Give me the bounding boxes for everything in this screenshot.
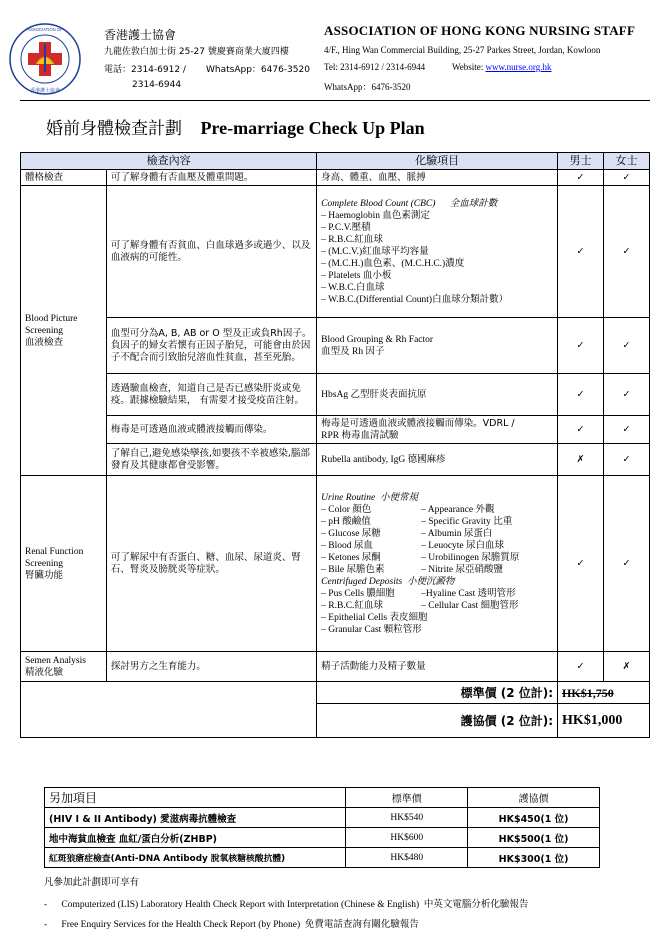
check-icon: ✓: [558, 416, 604, 444]
renal-cat-en1: Renal Function: [25, 546, 84, 557]
deposit-item: – R.B.C.紅血球: [321, 600, 383, 611]
cbc-tests: [317, 186, 558, 318]
urine-title-zh: 小便常規: [380, 491, 419, 503]
check-icon: ✓: [558, 476, 604, 652]
extra-items-table: [44, 787, 600, 868]
org-name-en: ASSOCIATION OF HONG KONG NURSING STAFF: [324, 23, 636, 38]
table-row: [45, 808, 600, 828]
association-logo: [8, 22, 82, 96]
standard-price-label: 標準價 (2 位計):: [317, 682, 558, 704]
svg-text:香港護士協會: 香港護士協會: [29, 88, 61, 94]
check-icon: ✓: [604, 416, 650, 444]
extra-item-name: (HIV I & II Antibody) 愛滋病毒抗體檢查: [45, 808, 346, 828]
promo-price-label: 護協價 (2 位計):: [317, 704, 558, 738]
check-icon: ✓: [604, 318, 650, 374]
whatsapp-en: WhatsApp：6476-3520: [324, 82, 411, 92]
physical-category: 體格檢查: [21, 170, 107, 186]
table-row: [45, 828, 600, 848]
table-row: [21, 186, 650, 318]
vdrl-test2: RPR 梅毒血清試驗: [321, 430, 399, 441]
urine-item: – Nitrite 尿亞硝酸鹽: [421, 564, 503, 575]
physical-tests: 身高、體重、血壓、脈搏: [317, 170, 558, 186]
header-male: 男士: [558, 153, 604, 170]
extra-promo-col: 護協價: [468, 788, 600, 808]
semen-cat-zh: 精液化驗: [25, 666, 64, 678]
header-content: 檢查內容: [21, 153, 317, 170]
extra-title: 另加項目: [45, 788, 346, 808]
table-header: [21, 153, 650, 170]
blood-cat-zh: 血液檢查: [25, 336, 64, 348]
svg-text:ASSOCIATION OF: ASSOCIATION OF: [27, 27, 63, 32]
title-en: Pre-marriage Check Up Plan: [200, 118, 425, 138]
vdrl-desc: 梅毒是可透過血液或體液接觸而傳染。: [106, 416, 316, 444]
cbc-item: – R.B.C.紅血球: [321, 234, 383, 245]
website-link[interactable]: www.nurse.org.hk: [485, 62, 552, 72]
semen-desc: 探討男方之生育能力。: [106, 652, 316, 682]
urine-item: – pH 酸鹼值: [321, 516, 371, 527]
contact-en: [324, 62, 551, 72]
extra-item-std: HK$600: [346, 828, 468, 848]
whatsapp-zh: WhatsApp：6476-3520: [205, 65, 310, 75]
extra-item-name: 紅斑狼瘡症檢查(Anti-DNA Antibody 脫氧核糖核酸抗體): [45, 848, 346, 868]
extra-item-name: 地中海貧血檢查 血紅/蛋白分析(ZHBP): [45, 828, 346, 848]
deposit-item: – Pus Cells 膿細胞: [321, 588, 395, 599]
cross-icon: ✗: [558, 444, 604, 476]
cbc-item: – Platelets 血小板: [321, 270, 392, 281]
renal-cat-zh: 腎臟功能: [25, 569, 64, 581]
deposits-title-zh: 小便沉澱物: [406, 575, 455, 587]
urine-item: – Albumin 尿蛋白: [421, 528, 493, 539]
deposit-item: – Cellular Cast 細胞管形: [421, 600, 519, 611]
extra-item-promo: HK$300(1 位): [468, 848, 600, 868]
blood-cat-en2: Screening: [25, 325, 63, 336]
standard-price-row: [21, 682, 650, 704]
cross-icon: ✗: [604, 652, 650, 682]
renal-category: [21, 476, 107, 652]
vdrl-test1: 梅毒是可透過血液或體液接觸而傳染。VDRL /: [321, 417, 515, 429]
header-female: 女士: [604, 153, 650, 170]
header-tests: 化驗項目: [317, 153, 558, 170]
blood-category: [21, 186, 107, 476]
urine-item: – Color 顏色: [321, 504, 372, 515]
semen-cat-en: Semen Analysis: [25, 655, 86, 666]
benefit-item: - Free Enquiry Services for the Health Check Report (by Phone) 免費電話查詢有關化驗報告: [44, 920, 419, 930]
checkup-table: [20, 152, 650, 738]
cbc-item: – (M.C.V.)紅血球平均容量: [321, 246, 429, 257]
deposits-title: Centrifuged Deposits: [321, 576, 403, 587]
rh-test1: Blood Grouping & Rh Factor: [321, 334, 434, 345]
check-icon: ✓: [558, 652, 604, 682]
vdrl-tests: [317, 416, 558, 444]
standard-price: HK$1,750: [558, 682, 650, 704]
check-icon: ✓: [558, 318, 604, 374]
table-row: [21, 170, 650, 186]
urine-item: – Appearance 外觀: [421, 504, 495, 515]
table-row: [21, 444, 650, 476]
check-icon: ✓: [604, 170, 650, 186]
tel2-zh: 2314-6944: [132, 80, 182, 90]
hbs-desc: 透過驗血檢查，知道自己是否已感染肝炎或免疫。跟據檢驗結果， 有需要才接受疫苗注射。: [106, 374, 316, 416]
header-divider: [20, 100, 650, 101]
rh-test2: 血型及 Rh 因子: [321, 346, 385, 357]
urine-item: – Blood 尿血: [321, 540, 373, 551]
table-row: [21, 652, 650, 682]
urine-item: – Specific Gravity 比重: [421, 516, 513, 527]
check-icon: ✓: [604, 374, 650, 416]
extra-item-std: HK$540: [346, 808, 468, 828]
promo-price: HK$1,000: [558, 704, 650, 738]
check-icon: ✓: [558, 186, 604, 318]
tel-zh: 電話：2314-6912 /: [104, 65, 186, 75]
deposit-item: – Granular Cast 顆粒管形: [321, 624, 422, 635]
rh-tests: [317, 318, 558, 374]
org-name-zh: 香港護士協會: [104, 28, 177, 42]
urine-title: Urine Routine: [321, 492, 376, 503]
urine-item: – Glucose 尿糖: [321, 528, 381, 539]
cbc-item: – W.B.C.(Differential Count)白血球分類計數）: [321, 294, 509, 305]
contact-zh: [104, 62, 310, 75]
cbc-item: – P.C.V.壓積: [321, 222, 371, 233]
blood-cat-en1: Blood Picture: [25, 313, 78, 324]
extra-item-std: HK$480: [346, 848, 468, 868]
cbc-title-zh: 全血球計數: [449, 197, 498, 209]
physical-desc: 可了解身體有否血壓及體重問題。: [106, 170, 316, 186]
check-icon: ✓: [604, 186, 650, 318]
address-en: 4/F., Hing Wan Commercial Building, 25-27 Parkes Street, Jordan, Kowloon: [324, 45, 601, 55]
renal-tests: [317, 476, 558, 652]
cbc-title: Complete Blood Count (CBC): [321, 198, 436, 209]
table-row: [21, 476, 650, 652]
hbs-test: HbsAg 乙型肝炎表面抗原: [317, 374, 558, 416]
table-row: [21, 318, 650, 374]
cbc-item: – W.B.C.白血球: [321, 282, 385, 293]
urine-item: – Bile 尿膽色素: [321, 564, 385, 575]
rubella-desc: 了解自己,避免感染孿孩,如嬰孩不幸被感染,腦部發育及其健康都會受影響。: [106, 444, 316, 476]
extra-std-col: 標準價: [346, 788, 468, 808]
check-icon: ✓: [604, 476, 650, 652]
tel-en: Tel: 2314-6912 / 2314-6944: [324, 62, 426, 72]
benefits-intro: 凡參加此計劃即可享有: [44, 877, 140, 888]
urine-item: – Leuocyte 尿白血球: [421, 540, 505, 551]
table-row: [21, 374, 650, 416]
check-icon: ✓: [558, 170, 604, 186]
address-zh: 九龍佐敦白加士街 25-27 號慶賽商業大廈四樓: [104, 47, 289, 57]
extra-header: [45, 788, 600, 808]
title-zh: 婚前身體檢查計劃: [46, 119, 182, 139]
cbc-item: – Haemoglobin 血色素測定: [321, 210, 430, 221]
deposit-item: –Hyaline Cast 透明管形: [421, 588, 516, 599]
urine-item: – Ketones 尿酮: [321, 552, 381, 563]
renal-cat-en2: Screening: [25, 558, 63, 569]
deposit-item: – Epithelial Cells 表皮細胞: [321, 612, 428, 623]
check-icon: ✓: [558, 374, 604, 416]
semen-category: [21, 652, 107, 682]
rubella-test: Rubella antibody, IgG 德國麻疹: [317, 444, 558, 476]
benefit-item: - Computerized (LIS) Laboratory Health Check Report with Interpretation (Chinese & English) 中英文電腦分析化驗報告: [44, 900, 529, 910]
semen-test: 精子活動能力及精子數量: [317, 652, 558, 682]
renal-desc: 可了解尿中有否蛋白、糖、血尿、尿道炎、腎石、腎炎及膀胱炎等症狀。: [106, 476, 316, 652]
extra-item-promo: HK$450(1 位): [468, 808, 600, 828]
cbc-item: – (M.C.H.)血色素、(M.C.H.C.)濃度: [321, 258, 465, 269]
cbc-desc: 可了解身體有否貧血、白血球過多或過少、以及血液病的可能性。: [106, 186, 316, 318]
page-title: [46, 114, 425, 139]
extra-item-promo: HK$500(1 位): [468, 828, 600, 848]
urine-item: – Urobilinogen 尿膽質原: [421, 552, 520, 563]
table-row: [45, 848, 600, 868]
check-icon: ✓: [604, 444, 650, 476]
table-row: [21, 416, 650, 444]
website-label: Website:: [451, 62, 484, 72]
rh-desc: 血型可分為A, B, AB or O 型及正或負Rh因子。負因子的婦女若懷有正因子胎兒，可能會由於因子不配合而引致胎兒溶血性貧血，甚至死胎。: [106, 318, 316, 374]
price-blank: [21, 682, 317, 738]
